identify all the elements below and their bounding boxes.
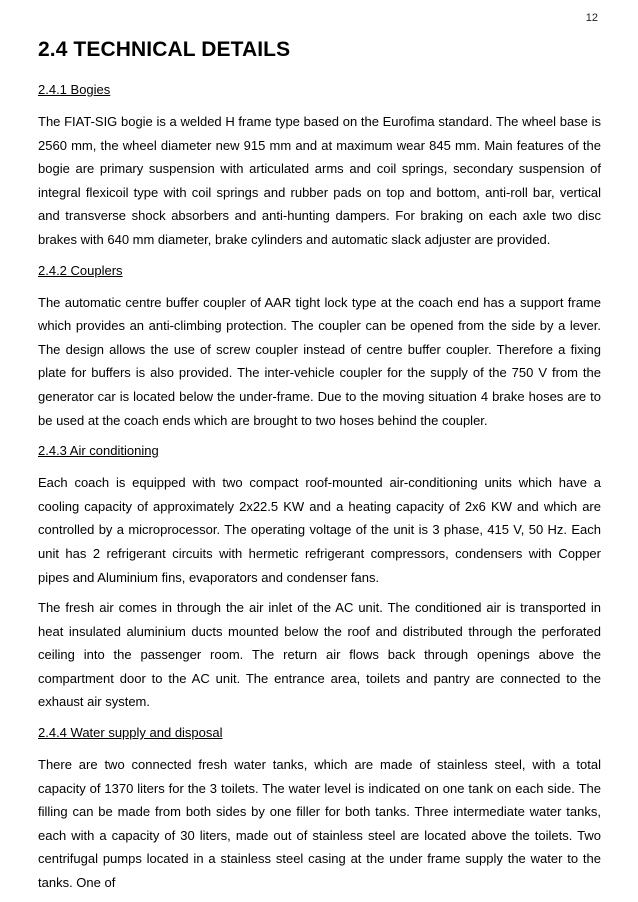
subsection-heading-water-supply: 2.4.4 Water supply and disposal [38, 725, 223, 741]
paragraph-water-supply: There are two connected fresh water tanks, which are made of stainless steel, with a total capacity of 1370 liters for the 3 toilets. The water level is indicated on one tank on each side. The filling can be made from both sides by one filler for both tanks. Three intermediate water tanks, each with a capacity of 30 liters, made out of stainless steel are located above the toilets. Two centrifugal pumps located in a stainless steel casing at the under frame supply the water to the tanks. One of [38, 757, 601, 891]
subsection-heading-bogies: 2.4.1 Bogies [38, 82, 111, 97]
section-title: 2.4 TECHNICAL DETAILS [38, 38, 291, 61]
paragraph-air-conditioning-1: Each coach is equipped with two compact roof-mounted air-conditioning units which have a cooling capacity of approximately 2x22.5 KW and a heating capacity of 2x6 KW and which are controlled by a microprocessor. The operating voltage of the unit is 3 phase, 415 V, 50 Hz. Each unit has 2 refrigerant circuits with hermetic refrigerant compressors, condensers with Copper pipes and Aluminium fins, evaporators and condenser fans. [38, 475, 601, 585]
paragraph-air-conditioning-2: The fresh air comes in through the air inlet of the AC unit. The conditioned air is transported in heat insulated aluminium ducts mounted below the roof and distributed through the perforated ceiling into the passenger room. The return air flows back through openings above the compartment door to the AC unit. The entrance area, toilets and pantry are connected to the exhaust air system. [38, 600, 601, 710]
section-bogies [38, 78, 601, 252]
section-couplers [38, 259, 601, 433]
subsection-heading-couplers: 2.4.2 Couplers [38, 262, 123, 278]
section-air-conditioning [38, 439, 601, 714]
paragraph-couplers: The automatic centre buffer coupler of AAR tight lock type at the coach end has a support frame which provides an anti-climbing protection. The coupler can be opened from the side by a lever. The design allows the use of screw coupler instead of centre buffer coupler. Therefore a fixing plate for buffers is also provided. The inter-vehicle coupler for the supply of the 750 V from the generator car is located below the under-frame. Due to the moving situation 4 brake hoses are to be used at the coach ends which are brought to two hoses behind the coupler. [38, 294, 601, 428]
paragraph-bogies: The FIAT-SIG bogie is a welded H frame type based on the Eurofima standard. The wheel base is 2560 mm, the wheel diameter new 915 mm and at maximum wear 845 mm. Main features of the bogie are primary suspension with articulated arms and coil springs, secondary suspension of integral flexicoil type with coil springs and rubber pads on top and bottom, anti-roll bar, vertical and transverse shock absorbers and anti-hunting dampers. For braking on each axle two disc brakes with 640 mm diameter, brake cylinders and automatic slack adjuster are provided. [38, 114, 601, 247]
section-water-supply [38, 721, 601, 895]
page-number: 12 [585, 12, 598, 24]
document-body [38, 38, 601, 902]
subsection-heading-air-conditioning: 2.4.3 Air conditioning [38, 443, 159, 459]
